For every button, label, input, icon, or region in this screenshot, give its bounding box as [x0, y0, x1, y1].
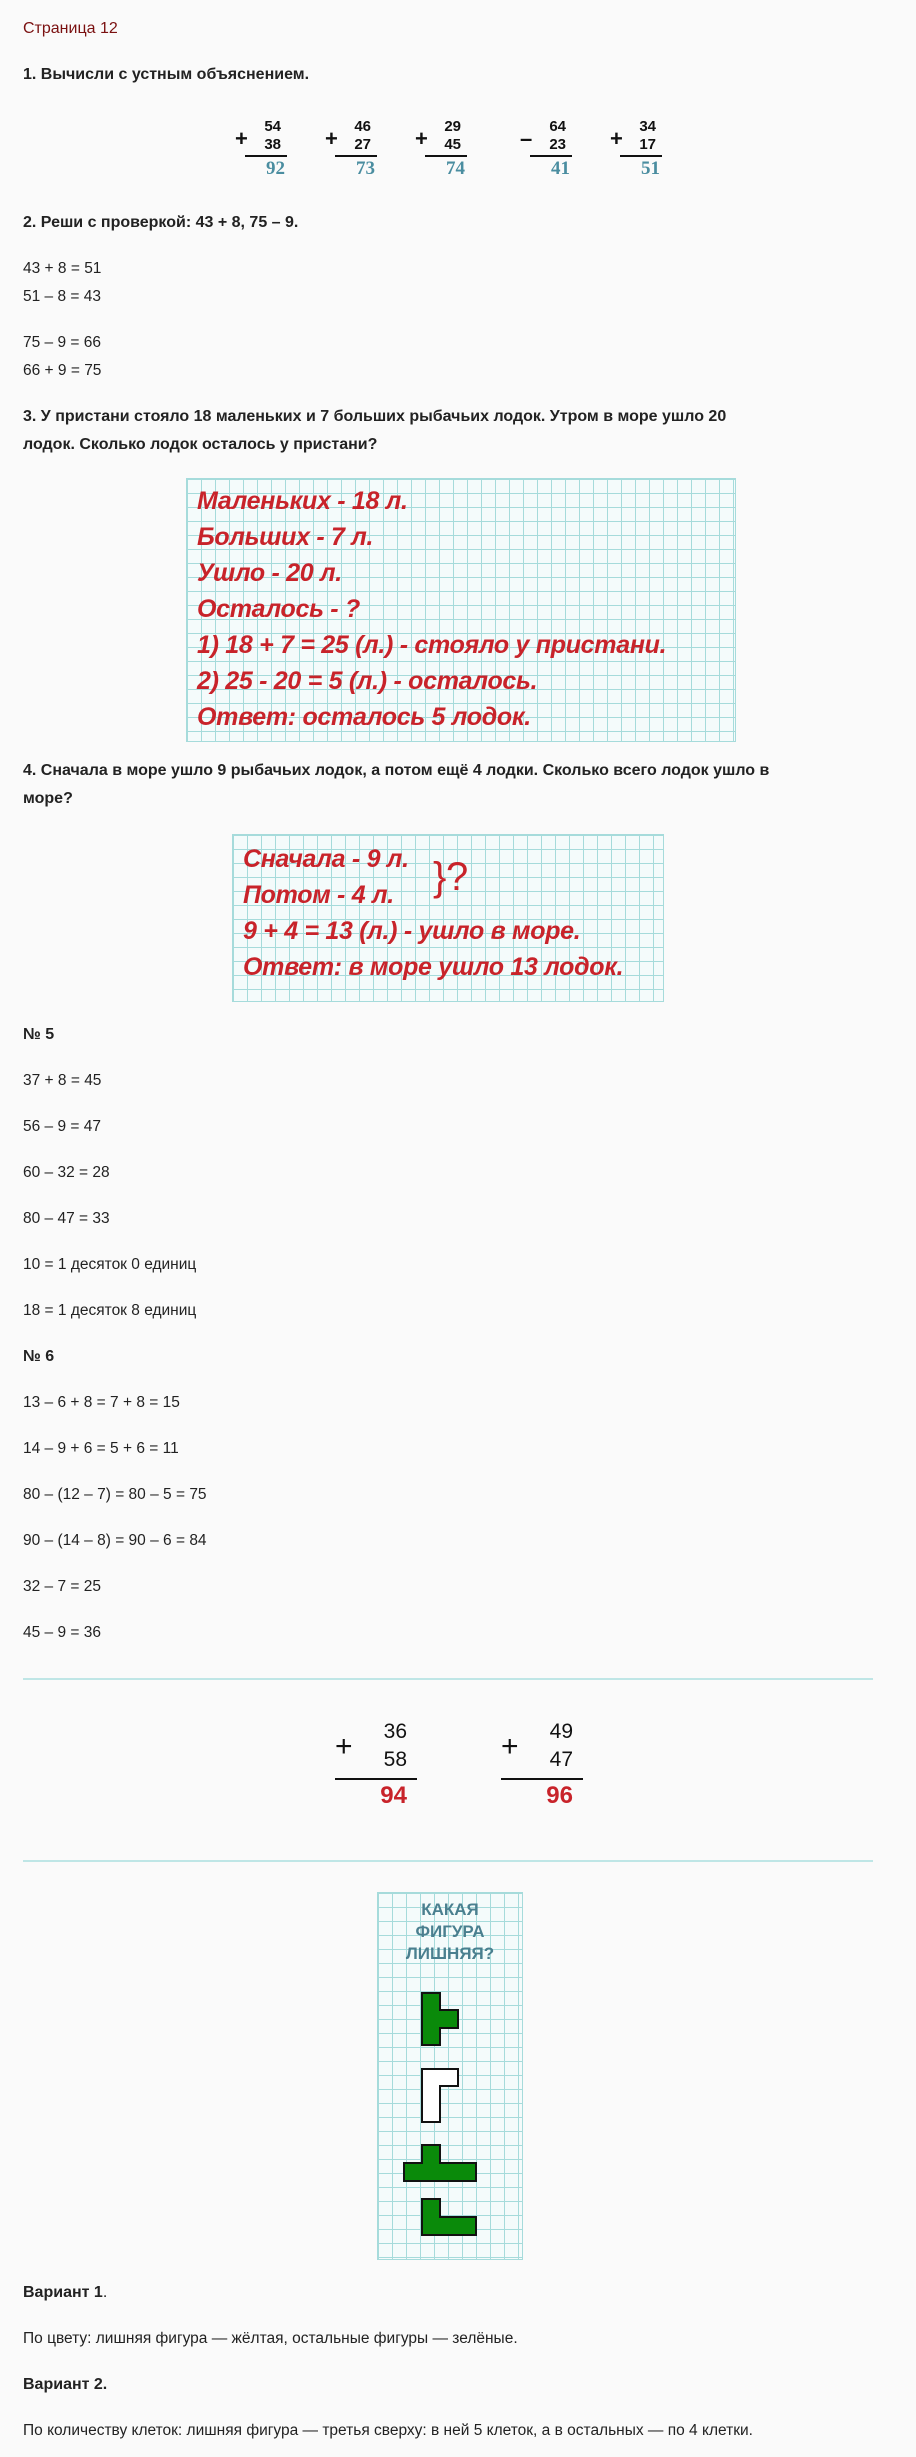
task4-heading-cont: море?	[23, 790, 73, 807]
solution-line: Маленьких - 18 л.	[197, 487, 408, 515]
sum-line	[620, 155, 662, 157]
solution-line: Сначала - 9 л.	[243, 845, 409, 873]
task5-line: 10 = 1 десяток 0 единиц	[23, 1256, 197, 1273]
task4-heading: 4. Сначала в море ушло 9 рыбачьих лодок, а потом ещё 4 лодки. Сколько всего лодок ушло в	[23, 762, 770, 779]
task3-heading-cont: лодок. Сколько лодок осталось у пристани?	[23, 436, 378, 453]
white-figure	[422, 2069, 458, 2122]
operand-a: 46	[354, 118, 371, 135]
page-title: Страница 12	[23, 20, 118, 37]
task6-line: 80 – (12 – 7) = 80 – 5 = 75	[23, 1486, 207, 1503]
sum-line	[501, 1778, 583, 1780]
task5-line: 37 + 8 = 45	[23, 1072, 102, 1089]
task1-heading: 1. Вычисли с устным объяснением.	[23, 66, 310, 83]
solution-line: Ушло - 20 л.	[197, 559, 342, 587]
operation-sign: +	[325, 126, 338, 151]
task2-line: 66 + 9 = 75	[23, 362, 102, 379]
result: 41	[551, 158, 570, 179]
green-figure-1	[422, 1993, 458, 2045]
sum-line	[335, 1778, 417, 1780]
operand-a: 36	[383, 1720, 407, 1743]
operand-a: 64	[549, 118, 566, 135]
operand-a: 49	[549, 1720, 573, 1743]
task2-heading: 2. Реши с проверкой: 43 + 8, 75 – 9.	[23, 214, 299, 231]
solution-line: Потом - 4 л.	[243, 881, 394, 909]
solution-line: 1) 18 + 7 = 25 (л.) - стояло у пристани.	[197, 631, 667, 659]
operation-sign: –	[520, 126, 533, 151]
solution-line: Больших - 7 л.	[197, 523, 374, 551]
variant1-title: Вариант 1	[23, 2284, 103, 2301]
task5-heading: № 5	[23, 1026, 55, 1043]
operation-sign: +	[335, 1730, 353, 1763]
task4-solution-box	[232, 834, 664, 1002]
operand-b: 38	[264, 136, 281, 153]
task2-line: 43 + 8 = 51	[23, 260, 102, 277]
result: 96	[546, 1782, 573, 1809]
operation-sign: +	[610, 126, 623, 151]
task2-line: 75 – 9 = 66	[23, 334, 101, 351]
column-sum	[501, 1720, 591, 1810]
column-problem	[610, 118, 670, 178]
sum-line	[425, 155, 467, 157]
operation-sign: +	[501, 1730, 519, 1763]
operand-a: 34	[639, 118, 656, 135]
task6-heading: № 6	[23, 1348, 55, 1365]
task6-line: 13 – 6 + 8 = 7 + 8 = 15	[23, 1394, 180, 1411]
column-problem	[415, 118, 475, 178]
result: 94	[380, 1782, 407, 1809]
figures-svg	[378, 1893, 522, 2259]
result: 92	[266, 158, 285, 179]
task6-line: 90 – (14 – 8) = 90 – 6 = 84	[23, 1532, 207, 1549]
result: 51	[641, 158, 660, 179]
result: 74	[446, 158, 465, 179]
column-sum	[335, 1720, 425, 1810]
green-figure-5-cells	[404, 2145, 476, 2181]
operand-b: 27	[354, 136, 371, 153]
column-problem	[325, 118, 385, 178]
task3-heading: 3. У пристани стояло 18 маленьких и 7 больших рыбачьих лодок. Утром в море ушло 20	[23, 408, 727, 425]
operation-sign: +	[415, 126, 428, 151]
result: 73	[356, 158, 375, 179]
green-figure-4	[422, 2199, 476, 2235]
puzzle-title-line: ФИГУРА	[415, 1922, 485, 1941]
variant1-suffix: .	[102, 2284, 108, 2301]
variant1-heading	[23, 2284, 107, 2302]
task6-line: 32 – 7 = 25	[23, 1578, 101, 1595]
column-problem	[520, 118, 580, 178]
task5-line: 56 – 9 = 47	[23, 1118, 101, 1135]
task1-problems	[235, 118, 695, 188]
operand-b: 45	[444, 136, 461, 153]
column-problem	[235, 118, 295, 178]
task6-line: 45 – 9 = 36	[23, 1624, 101, 1641]
solution-line: Ответ: осталось 5 лодок.	[197, 703, 531, 731]
divider	[23, 1860, 873, 1862]
task3-solution-box	[186, 478, 736, 742]
solution-line: 2) 25 - 20 = 5 (л.) - осталось.	[197, 667, 538, 695]
solution-line: 9 + 4 = 13 (л.) - ушло в море.	[243, 917, 581, 945]
variant1-text: По цвету: лишняя фигура — жёлтая, остальные фигуры — зелёные.	[23, 2330, 518, 2347]
operand-b: 47	[549, 1748, 573, 1771]
odd-figure-puzzle	[377, 1892, 523, 2260]
brace-question: }?	[433, 855, 469, 899]
task5-line: 18 = 1 десяток 8 единиц	[23, 1302, 197, 1319]
operand-b: 17	[639, 136, 656, 153]
variant2-heading: Вариант 2.	[23, 2376, 108, 2393]
operation-sign: +	[235, 126, 248, 151]
task5-line: 80 – 47 = 33	[23, 1210, 110, 1227]
task6-line: 14 – 9 + 6 = 5 + 6 = 11	[23, 1440, 179, 1457]
solution-line: Ответ: в море ушло 13 лодок.	[243, 953, 624, 981]
operand-b: 58	[383, 1748, 407, 1771]
sum-line	[245, 155, 287, 157]
solution-line: Осталось - ?	[197, 595, 360, 623]
operand-a: 54	[264, 118, 281, 135]
variant2-text: По количеству клеток: лишняя фигура — третья сверху: в ней 5 клеток, а в остальных — по 4 клетки.	[23, 2422, 753, 2439]
operand-b: 23	[549, 136, 566, 153]
sum-line	[530, 155, 572, 157]
puzzle-title-line: КАКАЯ	[421, 1900, 479, 1919]
divider	[23, 1678, 873, 1680]
task2-line: 51 – 8 = 43	[23, 288, 101, 305]
operand-a: 29	[444, 118, 461, 135]
task5-line: 60 – 32 = 28	[23, 1164, 110, 1181]
sum-line	[335, 155, 377, 157]
puzzle-title-line: ЛИШНЯЯ?	[405, 1944, 495, 1963]
